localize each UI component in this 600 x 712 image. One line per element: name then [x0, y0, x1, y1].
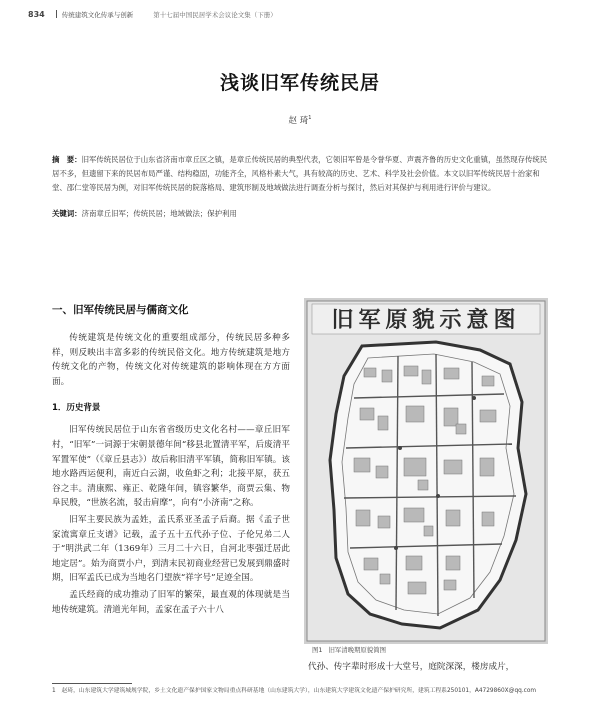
- footnote: 1 赵琦，山东建筑大学建筑城规学院，乡土文化遗产保护国家文物局重点科研基地（山东建筑大学），山东建筑大学建筑文化遗产保护研究所，建筑工程系250101，A4729860X@qq.com: [52, 688, 537, 694]
- figure-map: [304, 298, 548, 644]
- figure-caption: [312, 645, 552, 654]
- village-map-image: [304, 298, 548, 644]
- author-note-mark: 1: [308, 115, 312, 122]
- keywords: [52, 208, 548, 220]
- body-left-column: [52, 302, 290, 617]
- subsection-heading: 1．历史背景: [52, 403, 101, 414]
- section-heading: 一、旧军传统民居与儒商文化: [52, 304, 189, 316]
- header-series: 传统建筑文化传承与创新: [61, 11, 134, 19]
- keywords-text: 济南章丘旧军；传统民居；地域做法；保护利用: [81, 209, 237, 218]
- keywords-label: 关键词：: [52, 209, 82, 218]
- abstract: [52, 153, 548, 195]
- map-title: 旧军原貌示意图: [331, 307, 521, 333]
- body-right-continuation: 代孙、传字辈时形成十大堂号，庭院深深，楼房成片，: [308, 662, 515, 672]
- header-volume: 第十七届中国民居学术会议论文集（下册）: [153, 11, 277, 19]
- page-number: 834: [28, 10, 45, 19]
- body-paragraph-1: 旧军传统民居位于山东省省级历史文化名村——章丘旧军村，“旧军”一词源于宋朝景德年间“移县北置清平军，后废清平军置军使”（《章丘县志》）故后称旧清平军镇，简称旧军镇。该地水路西运便利，南近白云湖，收鱼虾之利；北接平原，获五谷之丰。清康熙、雍正、乾隆年间，镇容繁华，商贾云集、物阜民殷，“世族名流，驳击肩摩”，向有“小济南”之称。: [52, 425, 290, 509]
- paper-title: 浅谈旧军传统民居: [219, 72, 380, 94]
- abstract-label: 摘 要：: [52, 155, 82, 164]
- footnote-rule: [52, 683, 132, 684]
- section-intro: 传统建筑是传统文化的重要组成部分，传统民居多种多样，则反映出丰富多彩的传统民俗文化。地方传统建筑是地方传统文化的产物，传统文化对传统建筑的影响体现在方方面面。: [52, 333, 290, 387]
- abstract-text: 旧军传统民居位于山东省济南市章丘区之镇，是章丘传统民居的典型代表，它领旧军曾是令誉华夏、声震齐鲁的历史文化重镇，虽然现存传统民居不多，但遗留下来的民居布局严谨、结构稳固，功能齐全，风格朴素大气，具有较高的历史、艺术、科学及社会价值。本文以旧军传统民居十治家和堂、邵仁堂等民居为例，对旧军传统民居的院落格局、建筑形制及地域做法进行调查分析与探讨，然后对其保护与利用进行评价与建议。: [52, 155, 548, 192]
- body-paragraph-3: 孟氏经商的成功推动了旧军的繁荣，最直观的体现就是当地传统建筑。清道光年间，孟家在孟子六十八: [52, 589, 290, 615]
- paper-author: [0, 114, 600, 126]
- header-divider: [56, 10, 57, 18]
- figure-caption-text: 旧军清晚期原貌简图: [328, 646, 386, 654]
- author-name: 赵 琦: [288, 116, 309, 126]
- figure-number: 图1: [312, 646, 323, 654]
- running-head: [28, 10, 572, 24]
- body-paragraph-2: 旧军主要民族为孟姓，孟氏系亚圣孟子后裔。据《孟子世家流寓章丘支谱》记载，孟子五十五代孙子位、子伦兄弟二人于“明洪武二年（1369年）三月二十六日，自河北枣强迁居此地定居”。始为商贾小户，到清末民初商业经营已发展到鼎盛时期，旧军孟氏已成为当地名门望族“祥字号”足迹全国。: [52, 514, 290, 584]
